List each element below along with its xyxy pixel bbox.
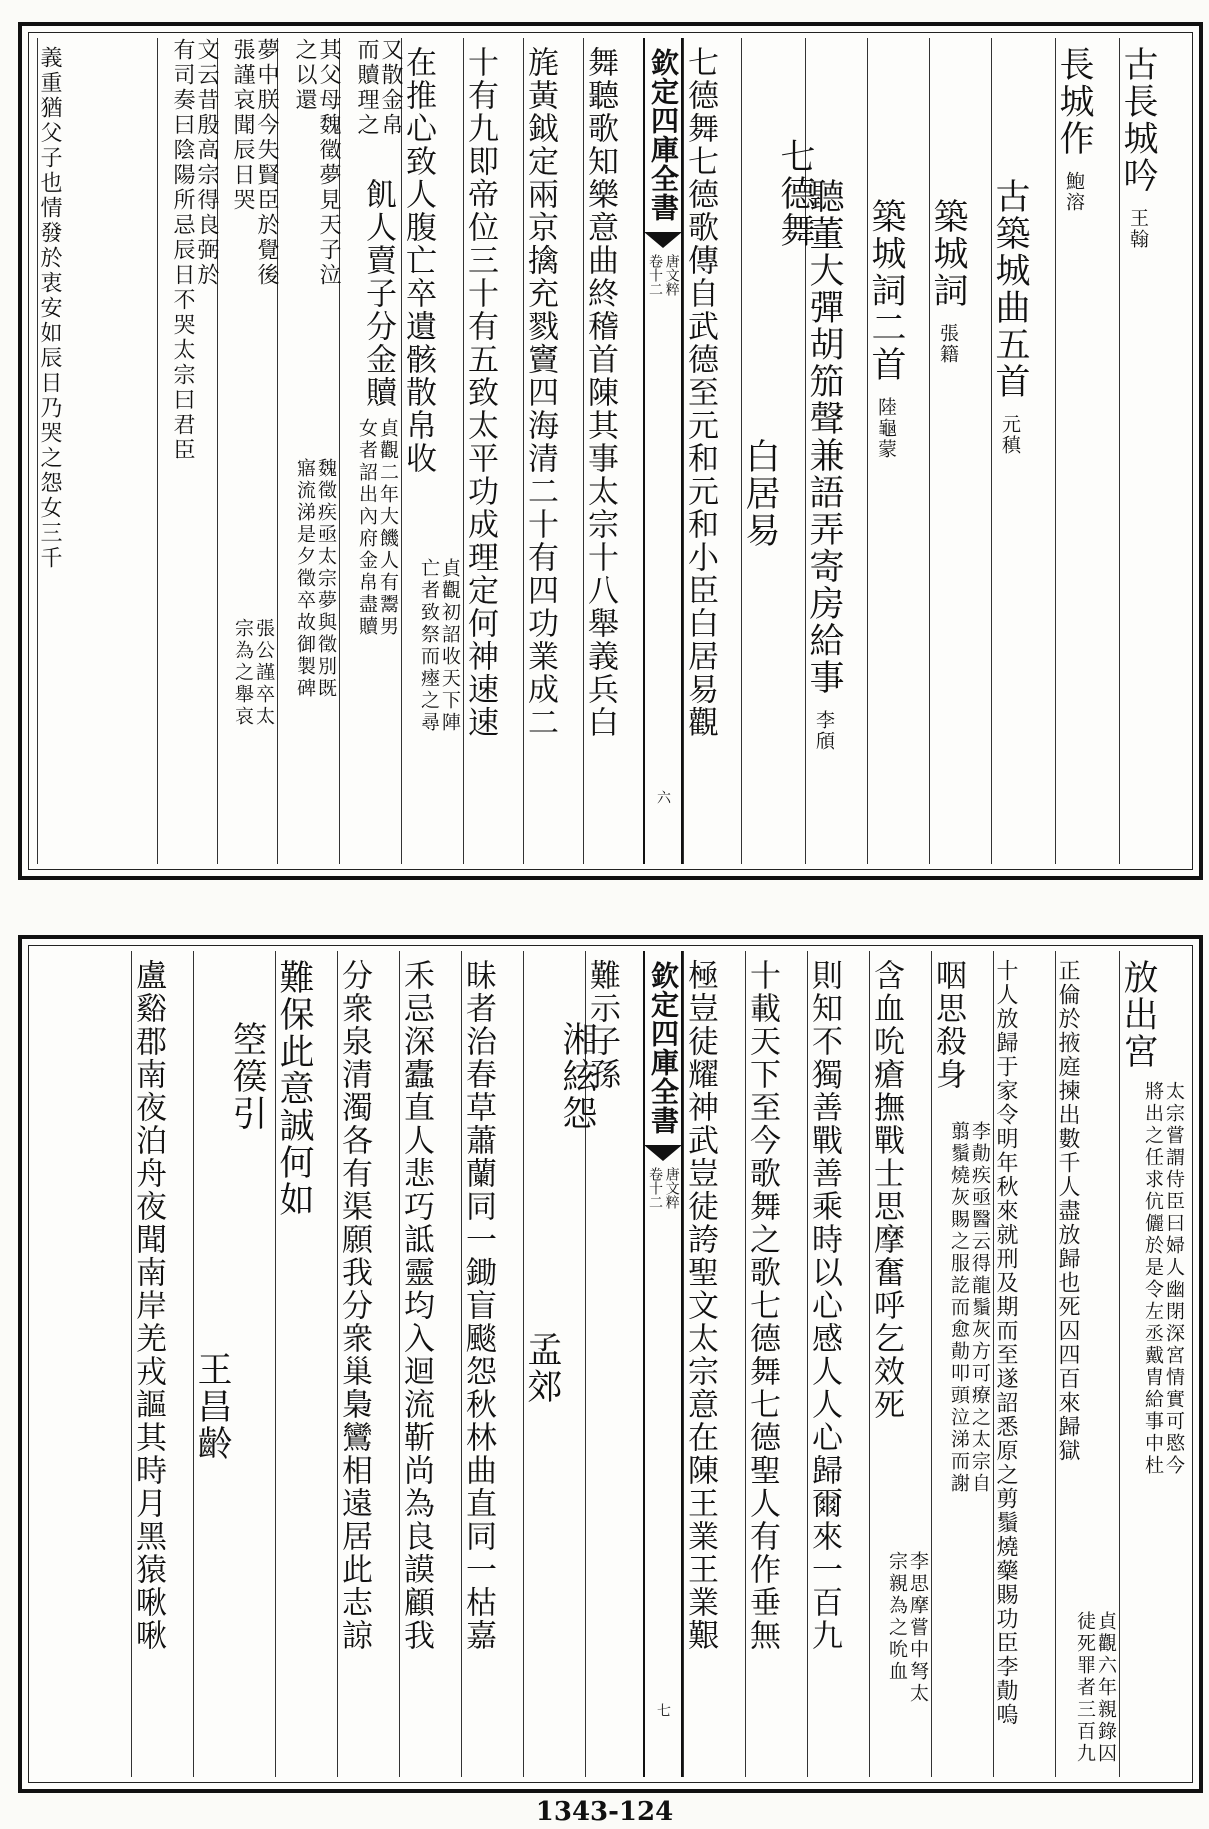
col-body-1: 七德舞七德歌傳自武德至元和元和小臣白居易觀 <box>683 38 741 864</box>
col-b-5: 含血吮瘡撫戰士思摩奮呼乞效死 李思摩嘗中弩太 宗親為之吮血 <box>869 951 931 1777</box>
col-body-6: 又散金帛 而贖理之 飢人賣子分金贖 貞觀二年大饑人有鬻男 女者詔出內府金帛盡贖 <box>339 38 401 864</box>
col-b-3: 十人放歸于家令明年秋來就刑及期而至遂詔悉原之剪鬚燒藥賜功臣李勣嗚 <box>993 951 1055 1777</box>
col-title-4: 築城詞張籍 <box>929 38 991 864</box>
page-bottom <box>18 935 1203 1793</box>
col-title-1: 古長城吟王翰 <box>1119 38 1189 864</box>
col-body-8: 夢中朕今失賢臣於覺後 張謹哀聞辰日哭 張公謹卒太 宗為之舉哀 <box>217 38 277 864</box>
col-b-7: 十載天下至今歌舞之歌七德舞七德聖人有作垂無 <box>745 951 807 1777</box>
col-b-2: 正倫於掖庭揀出數千人盡放歸也死囚四百來歸獄 貞觀六年親錄囚 徒死罪者三百九 <box>1055 951 1119 1777</box>
page-top <box>18 22 1203 880</box>
col-body-5: 在推心致人腹亡卒遺骸散帛收 貞觀初詔收天下陣 亡者致祭而瘞之尋 <box>401 38 463 864</box>
col-b-10: 湘絃怨 孟郊 <box>523 951 585 1777</box>
col-body-10: 義重猶父子也情發於衷安如辰日乃哭之怨女三千 <box>37 38 157 864</box>
spine-bottom: 欽定四庫全書 唐文粹 卷十二 七 <box>643 951 683 1777</box>
fishtail-mark <box>644 1145 682 1161</box>
col-b-11: 昧者治春草蕭蘭同一鋤盲颷怨秋林曲直同一枯嘉 <box>461 951 523 1777</box>
col-b-16: 盧谿郡南夜泊舟夜聞南岸羌戎謳其時月黑猿啾啾 <box>131 951 193 1777</box>
col-b-13: 分衆泉清濁各有渠願我分衆巢梟鸞相遠居此志諒 <box>337 951 399 1777</box>
col-body-7: 其父母魏徵夢見天子泣 之以還 魏徵疾亟太宗夢與徵別既 寤流涕是夕徵卒故御製碑 <box>277 38 339 864</box>
col-b-6: 則知不獨善戰善乘時以心感人人心歸爾來一百九 <box>807 951 869 1777</box>
col-b-12: 禾忌深蠹直人悲巧詆靈均入迴流靳尚為良謨顧我 <box>399 951 461 1777</box>
col-title-7: 七德舞 白居易 <box>741 38 805 864</box>
col-b-4: 咽思殺身 李勣疾亟醫云得龍鬚灰方可療之太宗自 翦鬚燒灰賜之服訖而愈勣叩頭泣涕而謝 <box>931 951 993 1777</box>
col-b-14: 難保此意誠何如 <box>275 951 337 1777</box>
col-title-2: 長城作鮑溶 <box>1055 38 1119 864</box>
spine-top: 欽定四庫全書 唐文粹 卷十二 六 <box>643 38 683 864</box>
col-body-4: 十有九即帝位三十有五致太平功成理定何神速速 <box>463 38 523 864</box>
fishtail-mark <box>644 232 682 248</box>
col-body-2: 舞聽歌知樂意曲終稽首陳其事太宗十八舉義兵白 <box>583 38 643 864</box>
col-b-1: 放出宮 太宗嘗謂侍臣曰婦人幽閉深宮情實可愍今 將出之任求伉儷於是令左丞戴胄給事中杜 <box>1119 951 1189 1777</box>
col-b-15: 箜篌引 王昌齡 <box>193 951 275 1777</box>
col-body-9: 文云昔殷高宗得良弼於 有司奏曰陰陽所忌辰日不哭太宗曰君臣 <box>157 38 217 864</box>
col-title-5: 築城詞二首陸龜蒙 <box>867 38 929 864</box>
page-code: 1343-124 <box>535 1797 674 1827</box>
col-title-6: 聽董大彈胡笳聲兼語弄寄房給事李頎 <box>805 38 867 864</box>
col-title-3: 古築城曲五首元稹 <box>991 38 1055 864</box>
col-b-9: 難示子孫 <box>585 951 643 1777</box>
col-b-8: 極豈徒耀神武豈徒誇聖文太宗意在陳王業王業艱 <box>683 951 745 1777</box>
col-body-3: 旄黃鉞定兩京擒充戮竇四海清二十有四功業成二 <box>523 38 583 864</box>
